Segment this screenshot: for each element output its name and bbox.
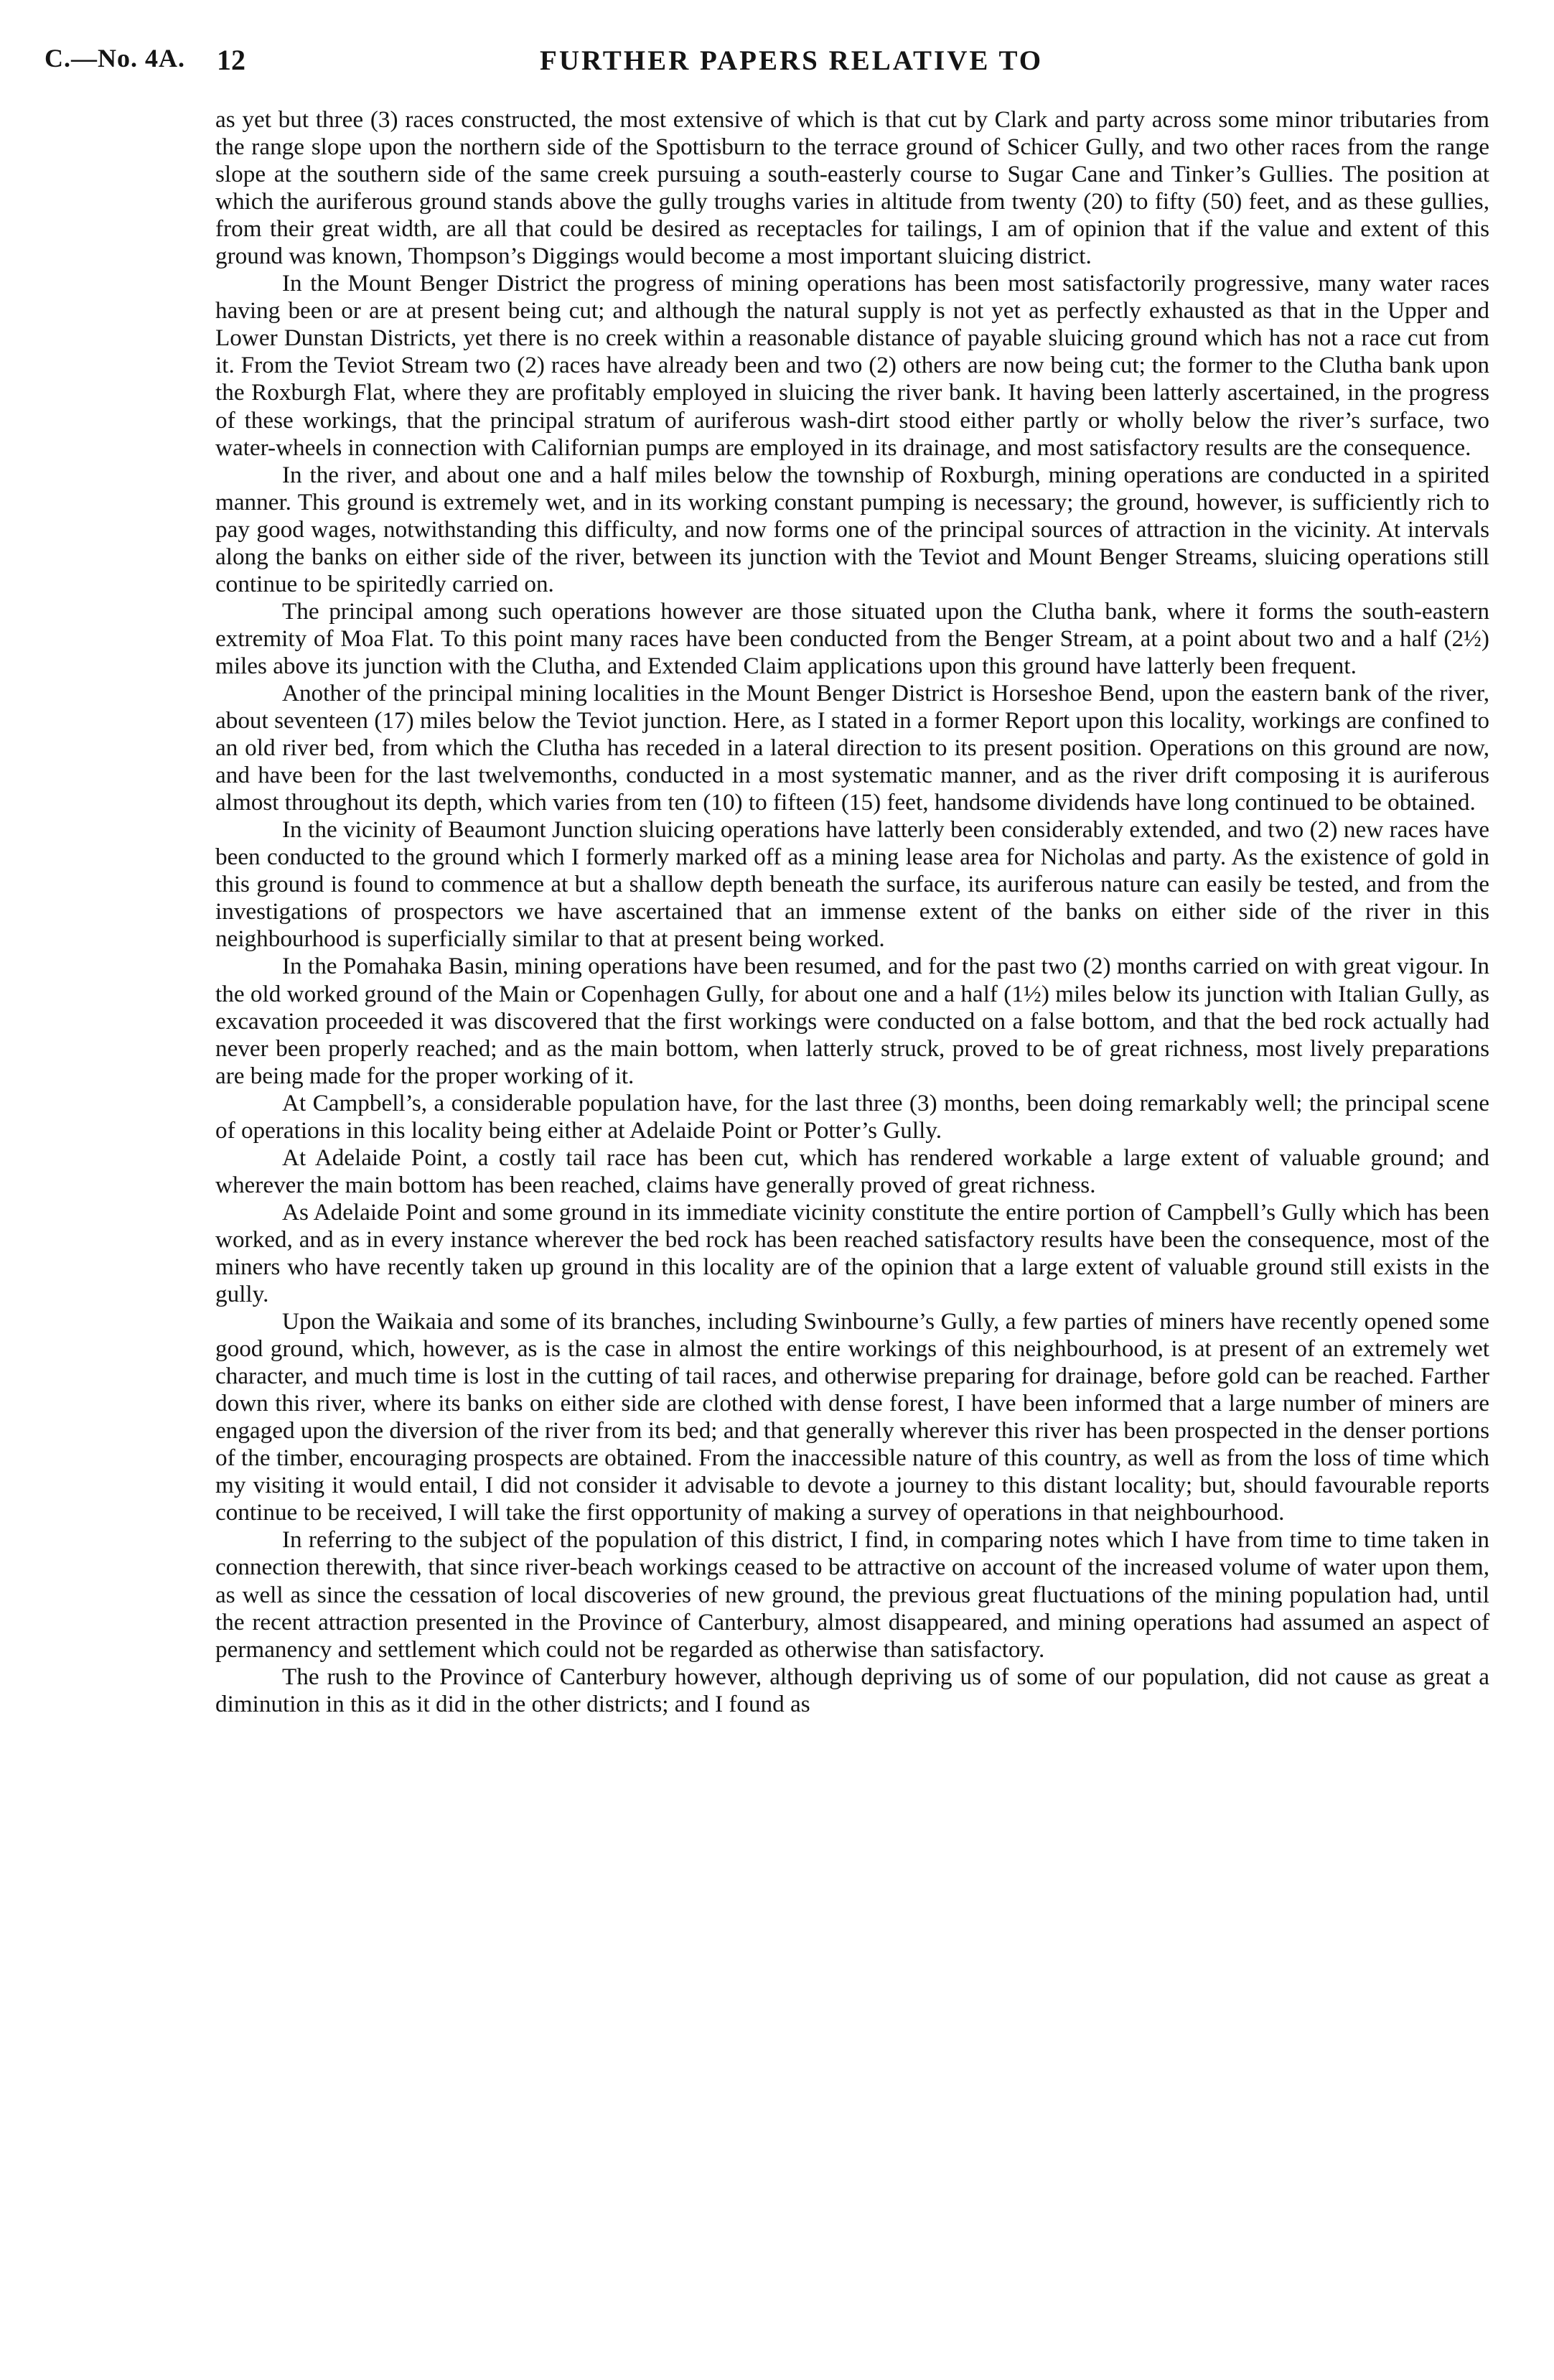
paragraph-roxburgh-river: In the river, and about one and a half miles below the township of Roxburgh, mining operations are conducted in a spirited manner. This ground is extremely wet, and in its working constant pumping is necessary; the ground, however, is sufficiently rich to pay good wages, notwithstanding this difficulty, and now forms one of the principal sources of attraction in the vicinity. At intervals along the banks on either side of the river, between its junction with the Teviot and Mount Benger Streams, sluicing operations still continue to be spiritedly carried on. [215,461,1489,597]
page-number: 12 [217,44,245,76]
page-header [45,40,1494,86]
paragraph-clutha-bank: The principal among such operations however are those situated upon the Clutha bank, where it forms the south-eastern extremity of Moa Flat. To this point many races have been conducted from the Benger Stream, at a point about two and a half (2½) miles above its junction with the Clutha, and Extended Claim applications upon this ground have latterly been frequent. [215,597,1489,679]
paragraph-horseshoe-bend: Another of the principal mining localities in the Mount Benger District is Horseshoe Bend, upon the eastern bank of the river, about seventeen (17) miles below the Teviot junction. Here, as I stated in a former Report upon this locality, workings are confined to an old river bed, from which the Clutha has receded in a lateral direction to its present position. Operations on this ground are now, and have been for the last twelvemonths, conducted in a most systematic manner, and as the river drift composing it is auriferous almost throughout its depth, which varies from ten (10) to fifteen (15) feet, handsome dividends have long continued to be obtained. [215,679,1489,816]
running-title: FURTHER PAPERS RELATIVE TO [540,45,1044,76]
paragraph-mount-benger-district: In the Mount Benger District the progress of mining operations has been most satisfactorily progressive, many water races having been or are at present being cut; and although the natural supply is not yet as perfectly exhausted as that in the Upper and Lower Dunstan Districts, yet there is no creek within a reasonable distance of payable sluicing ground which has not a race cut from it. From the Teviot Stream two (2) races have already been and two (2) others are now being cut; the former to the Clutha bank upon the Roxburgh Flat, where they are profitably employed in sluicing the river bank. It having been latterly ascertained, in the progress of these workings, that the principal stratum of auriferous wash-dirt stood either partly or wholly below the river’s surface, two water-wheels in connection with Californian pumps are employed in its drainage, and most satisfactory results are the consequence. [215,270,1489,461]
paragraph-pomahaka-basin: In the Pomahaka Basin, mining operations have been resumed, and for the past two (2) months carried on with great vigour. In the old worked ground of the Main or Copenhagen Gully, for about one and a half (1½) miles below its junction with Italian Gully, as excavation proceeded it was discovered that the first workings were conducted on a false bottom, and that the bed rock actually had never been properly reached; and as the main bottom, when latterly struck, proved to be of great richness, most lively preparations are being made for the proper working of it. [215,953,1489,1089]
paragraph-adelaide-point: At Adelaide Point, a costly tail race has been cut, which has rendered workable a large extent of valuable ground; and wherever the main bottom has been reached, claims have generally proved of great richness. [215,1144,1489,1198]
document-reference: C.—No. 4A. [45,44,185,73]
report-body [215,106,1489,1718]
paragraph-waikaia: Upon the Waikaia and some of its branches, including Swinbourne’s Gully, a few parties of miners have recently opened some good ground, which, however, as is the case in almost the entire workings of this neighbourhood, is at present of an extremely wet character, and much time is lost in the cutting of tail races, and otherwise preparing for drainage, before gold can be reached. Farther down this river, where its banks on either side are clothed with dense forest, I have been informed that a large number of miners are engaged upon the diversion of the river from its bed; and that generally wherever this river has been prospected in the denser portions of the timber, encouraging prospects are obtained. From the inaccessible nature of this country, as well as from the loss of time which my visiting it would entail, I did not consider it advisable to devote a journey to this distant locality; but, should favourable reports continue to be received, I will take the first opportunity of making a survey of operations in that neighbourhood. [215,1308,1489,1526]
paragraph-population: In referring to the subject of the population of this district, I find, in comparing notes which I have from time to time taken in connection therewith, that since river-beach workings ceased to be attractive on account of the increased volume of water upon them, as well as since the cessation of local discoveries of new ground, the previous great fluctuations of the mining population had, until the recent attraction presented in the Province of Canterbury, almost disappeared, and mining operations had assumed an aspect of permanency and settlement which could not be regarded as otherwise than satisfactory. [215,1526,1489,1663]
paragraph-canterbury-rush: The rush to the Province of Canterbury however, although depriving us of some of our population, did not cause as great a diminution in this as it did in the other districts; and I found as [215,1663,1489,1717]
paragraph-beaumont-junction: In the vicinity of Beaumont Junction sluicing operations have latterly been considerably extended, and two (2) new races have been conducted to the ground which I formerly marked off as a mining lease area for Nicholas and party. As the existence of gold in this ground is found to commence at but a shallow depth beneath the surface, its auriferous nature can easily be tested, and from the investigations of prospectors we have ascertained that an immense extent of the banks on either side of the river in this neighbourhood is superficially similar to that at present being worked. [215,816,1489,953]
paragraph-campbells: At Campbell’s, a considerable population have, for the last three (3) months, been doing remarkably well; the principal scene of operations in this locality being either at Adelaide Point or Potter’s Gully. [215,1089,1489,1144]
paragraph-thompsons-diggings: as yet but three (3) races constructed, the most extensive of which is that cut by Clark and party across some minor tributaries from the range slope upon the northern side of the Spottisburn to the terrace ground of Schicer Gully, and two other races from the range slope at the southern side of the same creek pursuing a south-easterly course to Sugar Cane and Tinker’s Gullies. The position at which the auriferous ground stands above the gully troughs varies in altitude from twenty (20) to fifty (50) feet, and as these gullies, from their great width, are all that could be desired as receptacles for tailings, I am of opinion that if the value and extent of this ground was known, Thompson’s Diggings would become a most important sluicing district. [215,106,1489,270]
paragraph-campbells-gully: As Adelaide Point and some ground in its immediate vicinity constitute the entire portion of Campbell’s Gully which has been worked, and as in every instance wherever the bed rock has been reached satisfactory results have been the consequence, most of the miners who have recently taken up ground in this locality are of the opinion that a large extent of valuable ground still exists in the gully. [215,1198,1489,1308]
